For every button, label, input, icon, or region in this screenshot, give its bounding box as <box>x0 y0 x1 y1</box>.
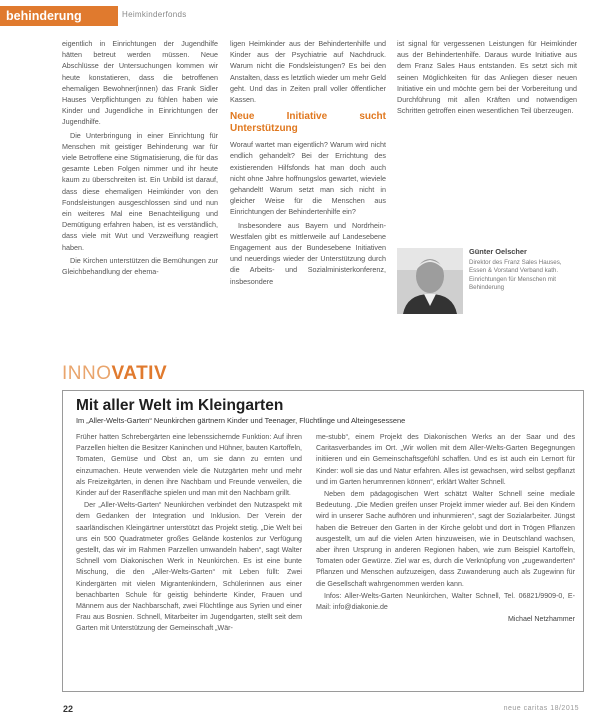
article-paragraph: Worauf wartet man eigentlich? Warum wird nicht endlich gehandelt? Bei der Errichtung des existierenden Hilfsfonds hat man doch auch nicht ohne Jahre hoffnungslos gewartet, wieviele gehandelt! Warum setzt man sich nicht in gleicher Weise für die Menschen aus Einrichtungen der Behindertenhilfe ein? <box>230 140 386 217</box>
article-column-1 <box>62 38 218 348</box>
author-portrait <box>397 248 463 314</box>
article-paragraph: Die Unterbringung in einer Einrichtung für Menschen mit geistiger Behinderung war für viele Betroffene eine Stigmatisierung, die für das gesamte Leben Folgen nimmer und ihr heute kaum zu überschreiten ist. Ein Unbild ist darauf, dass diese ehemaligen Heimkinder von den Fondsleistungen ausgeschlossen sind und nun ein weiteres Mal eine Benachteiligung und Demütigung erfahren haben, ist es verständlich, dass viele mit Wut und Verzweiflung reagiert haben. <box>62 130 218 252</box>
box-title: Mit aller Welt im Kleingarten <box>76 397 284 414</box>
box-paragraph: me-stubb“, einem Projekt des Diakonischen Werks an der Saar und des Caritasverbandes im Ort. „Wir wollen mit dem Aller-Welts-Garten Begegnungen initiieren und ein Gemeinschaftsgefühl schaffen. Und es ist auch ein Lernort für Kinder: woll sie das und Natur erfahren. Alles ist gewachsen, wird selbst gepflanzt und im Garten herumrennen können“, erklärt Walter Schnell. <box>316 433 575 486</box>
box-info: Infos: Aller-Welts-Garten Neunkirchen, Walter Schnell, Tel. 06821/9909-0, E-Mail: info@diakonie.de <box>316 591 575 612</box>
author-bio <box>469 248 579 292</box>
article-subheading: Neue Initiative sucht Unterstützung <box>230 111 386 135</box>
article-paragraph: eigentlich in Einrichtungen der Jugendhilfe hätten betreut werden müssen. Neue Abschlüsse der Untersuchungen kommen wir heute konstatieren, dass die betroffenen ehemaligen Bewohner(innen) das Frank Sidler Hauses Verpflichtungen zu fühlen haben wie Kinder und Jugendliche in Einrichtungen der Jugendhilfe. <box>62 39 218 127</box>
box-column-2 <box>316 432 575 680</box>
article-paragraph: ligen Heimkinder aus der Behindertenhilfe und Kinder aus der Psychiatrie auf Nachdruck. Warum nicht die Fondsleistungen? Es bei den Anstalten, dass es letztlich wieder um mehr Geld geht. Und das in Zeiten prall voller öffentlicher Kassen. <box>230 39 386 105</box>
innovativ-label: INNOVATIV <box>62 363 168 384</box>
article-column-3 <box>397 38 577 158</box>
section-tag: behinderung <box>0 6 118 26</box>
box-paragraph: Der „Aller-Welts-Garten“ Neunkirchen verbindet den Nutzaspekt mit dem Gedanken der Integration und Inklusion. Der Verein der saarländischen Kleingärtner unterstützt das Projekt stetig. „Die Welt bei uns ein 500 Quadratmeter großes Gelände kostenlos zur Verfügung gestellt, das wir im Rahmen Parzellen umwandeln haben“, sagt Walter Schnell vom Diakonischen Werk in Neunkirchen. Es ist eine bunte Mischung, die den „Aller-Welts-Garten“ mit Leben füllt: Zwei Kindergärten mit vielen Migrantenkindern, Schülerinnen aus einer benachbarten Schule für geistig behinderte Kinder, Frauen und Männern aus der Nachbarschaft, zwei Flüchtlinge aus Syrien und einer Frau aus Bosnien. Schnell, Mitarbeiter im Jugendgarten, stellt seit dem Garten mit Unterstützung der Gemeinschaft „Wär- <box>76 501 302 633</box>
box-column-1 <box>76 432 302 680</box>
article-paragraph: Die Kirchen unterstützen die Bemühungen zur Gleichbehandlung der ehema- <box>62 255 218 277</box>
author-name: Günter Oelscher <box>469 247 527 256</box>
article-paragraph: ist signal für vergessenen Leistungen für Heimkinder aus der Behindertenhilfe. Daraus wurde Initiative aus dem Franz Sales Haus entstanden. Es setzt sich mit seinen Möglichkeiten für das Anliegen dieser neuen Initiative ein und möchte gern bei der Vorbereitung und Durchführung mit allen Kräften und notwendigen Schritten getroffen einen wesentlichen Teil überzeugen. <box>397 39 577 116</box>
box-paragraph: Früher hatten Schrebergärten eine lebenssichernde Funktion: Auf ihren Parzellen hielten die Besitzer Kaninchen und Hühner, bauten Kartoffeln, Tomaten, Gemüse und Obst an, um sie dann zu ernten und einzumachen. Heute verwenden viele die Nutzgärten mehr und mehr als Freizeitgärten, in denen ihre Nachbarn und Freunde verweilen, die Kinder auf der Rasenfläche spielen und man mit den Nachbarn grillt. <box>76 433 302 498</box>
author-description: Direktor des Franz Sales Hauses, Essen & Vorstand Verband kath. Einrichtungen für Menschen mit Behinderung <box>469 259 562 291</box>
section-subtitle: Heimkinderfonds <box>122 10 187 19</box>
magazine-name: neue caritas 18/2015 <box>503 705 579 712</box>
box-author: Michael Netzhammer <box>507 615 575 624</box>
box-subtitle: Im „Aller-Welts-Garten“ Neunkirchen gärtnern Kinder und Teenager, Flüchtlinge und Alteingesessene <box>76 416 406 425</box>
portrait-image <box>397 248 463 314</box>
article-column-2 <box>230 38 386 348</box>
article-paragraph: Insbesondere aus Bayern und Nordrhein-Westfalen gibt es mittlerweile auf Landesebene Engagement aus der Bundesebene Initiativen und neuerdings wieder der Unterstützung durch die Arbeits- und Sozialministerkonferenz, insbesondere <box>230 220 386 286</box>
box-paragraph: Neben dem pädagogischen Wert schätzt Walter Schnell seine mediale Bedeutung. „Die Medien greifen unser Projekt immer wieder auf. Bei den Kindern wird in unserer Sache aufhören und inhunmieren“, sagt der Sozialarbeiter. Jüngst haben die Betreuer den Garten in der Kirche gelobt und dort in Trögen Pflanzen ausgestellt, um auf die vielen Arten hinzuweisen, wie in Deutschland wachsen, aber ihren Ursprung in anderen Regionen haben, wie zum Beispiel Kartoffeln, Tomaten oder Gewürze. Ziel war es, durch die Verknüpfung von „zugewanderten“ Pflanzen und Menschen aufzuzeigen, dass Zuwanderung auch als Zugewinn für die Gesellschaft wahrgenommen werden kann. <box>316 490 575 588</box>
page-number: 22 <box>63 704 74 714</box>
